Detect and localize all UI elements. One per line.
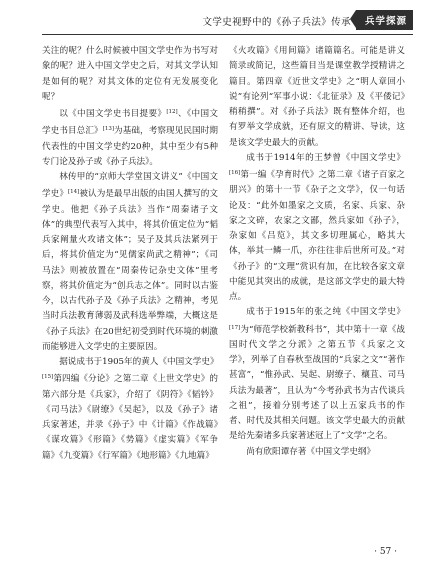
paragraph-text: 成书于1915年的张之纯《中国文学史》 — [246, 307, 405, 318]
citation-ref: [13] — [102, 126, 114, 133]
citation-ref: [17] — [229, 324, 241, 331]
paragraph — [229, 445, 405, 460]
paragraph — [42, 44, 218, 105]
page-number: · 57 · — [374, 547, 397, 557]
header-rule — [42, 34, 413, 35]
paragraph — [229, 44, 405, 151]
paragraph-text: 成书于1914年的王梦曾《中国文学史》 — [246, 152, 405, 163]
paragraph-text: 以《中国文学史书目提要》 — [59, 109, 167, 119]
paragraph — [42, 170, 218, 355]
paragraph-text: 为基础，考察现见民国时期代表性的中国文学史约20种，其中至少有5种专门论及孙子或《孙子兵法》。 — [42, 126, 218, 167]
paragraph — [42, 355, 218, 464]
paragraph-text: 《火攻篇》《用间篇》诸篇篇名。可能是讲义简录或简记，这些篇目当是课堂教学授精讲之篇目。第四章《近世文学史》之“明人章回小说”有论列“军事小说：《北征录》及《平倭记》稍稍撰”。对《孙子兵法》既有整体介绍，也有罗举文学成就，还有原文的精讲、导读，这是该文学史最大的贡献。 — [229, 46, 405, 148]
paragraph — [229, 151, 405, 306]
paragraph-text: 、《中国文学史书目总汇》 — [42, 109, 218, 137]
paragraph — [42, 105, 218, 170]
right-column — [229, 44, 405, 460]
paragraph-text: 为“师范学校新教科书”，其中第十一章《战国时代文学之分派》之第五节《兵家之文学》，列举了自春秋至战国的“兵家之文”“著作甚富”，“惟孙武、吴起、尉缭子、穰苴、司马兵法为最著”，且认为“今考孙武书为古代谈兵之祖”，接着分别考述了以上五家兵书的作者、时代及其相关问题。该文学史最大的贡献是给先秦诸多兵家著述冠上了“文学”之名。 — [229, 324, 405, 442]
citation-ref: [16] — [229, 170, 241, 176]
running-title: 文学史视野中的《孙子兵法》传承 — [202, 17, 351, 28]
paragraph-text: 第四编《分论》之第二章《上世文学史》的第六部分是《兵家》，介绍了《阴符》《韬钤》《司马法》《尉缭》《吴起》，以及《孙子》诸兵家著述，并录《孙子》中《计篇》《作战篇》《谋攻篇》《形篇》《势篇》《虚实篇》《军争篇》《九变篇》《行军篇》《地形篇》《九地篇》 — [42, 374, 218, 461]
left-column — [42, 44, 218, 464]
citation-ref: [12] — [166, 109, 178, 115]
page-header — [0, 0, 427, 34]
citation-ref: [15] — [42, 374, 54, 381]
section-tag: 兵学探源 — [356, 10, 413, 30]
paragraph-text: 据说成书于1905年的黄人《中国文学史》 — [59, 357, 219, 367]
paragraph-text: 被认为是最早出版的由国人撰写的文学史。他把《孙子兵法》当作“周秦诸子文体”的典型代表写入其中，将其价值定位为“韬兵家阐量火攻诸文体”；吴子及其兵法紧列于后，将其价值定为“见儒家尚武之精神”；《司马法》则被放置在“周秦传记杂史文体”里考察，将其价值定为“创兵志之体”。同时以古鉴今，以古代孙子及《孙子兵法》之精神，考见当时兵法教育薄弱及武科选举弊端，大概这是《孙子兵法》在20世纪初受到时代环境的刺激而能够进入文学史的主要原因。 — [42, 189, 218, 352]
paragraph-text: 第一编《孕育时代》之第二章《诸子百家之朋兴》的第十一节《杂子之文学》，仅一句话论及：“此外如墨家之文质，名家、兵家、杂家之文碎，农家之文鄙，然兵家如《孙子》，杂家如《吕览》，其文多切理属心，略其大体，举其一鳞一爪，亦往往非后世所可及。”对《孙子》的“文理”赏识有加，在比较各家文章中能见其突出的成就，是这部文学史的最大特点。 — [229, 170, 405, 302]
paragraph-text: 关注的呢？什么时候被中国文学史作为书写对象的呢？进入中国文学史之后，对其文学认知是如何的呢？对其文体的定位有无发展变化呢？ — [42, 46, 218, 102]
paragraph-text: 林传甲的“京师大学堂国文讲义”《中国文学史》 — [42, 172, 218, 200]
citation-ref: [14] — [68, 189, 80, 196]
paragraph — [229, 305, 405, 444]
paragraph-text: 尚有欣阳谭存著《中国文学史纲》 — [246, 446, 376, 457]
